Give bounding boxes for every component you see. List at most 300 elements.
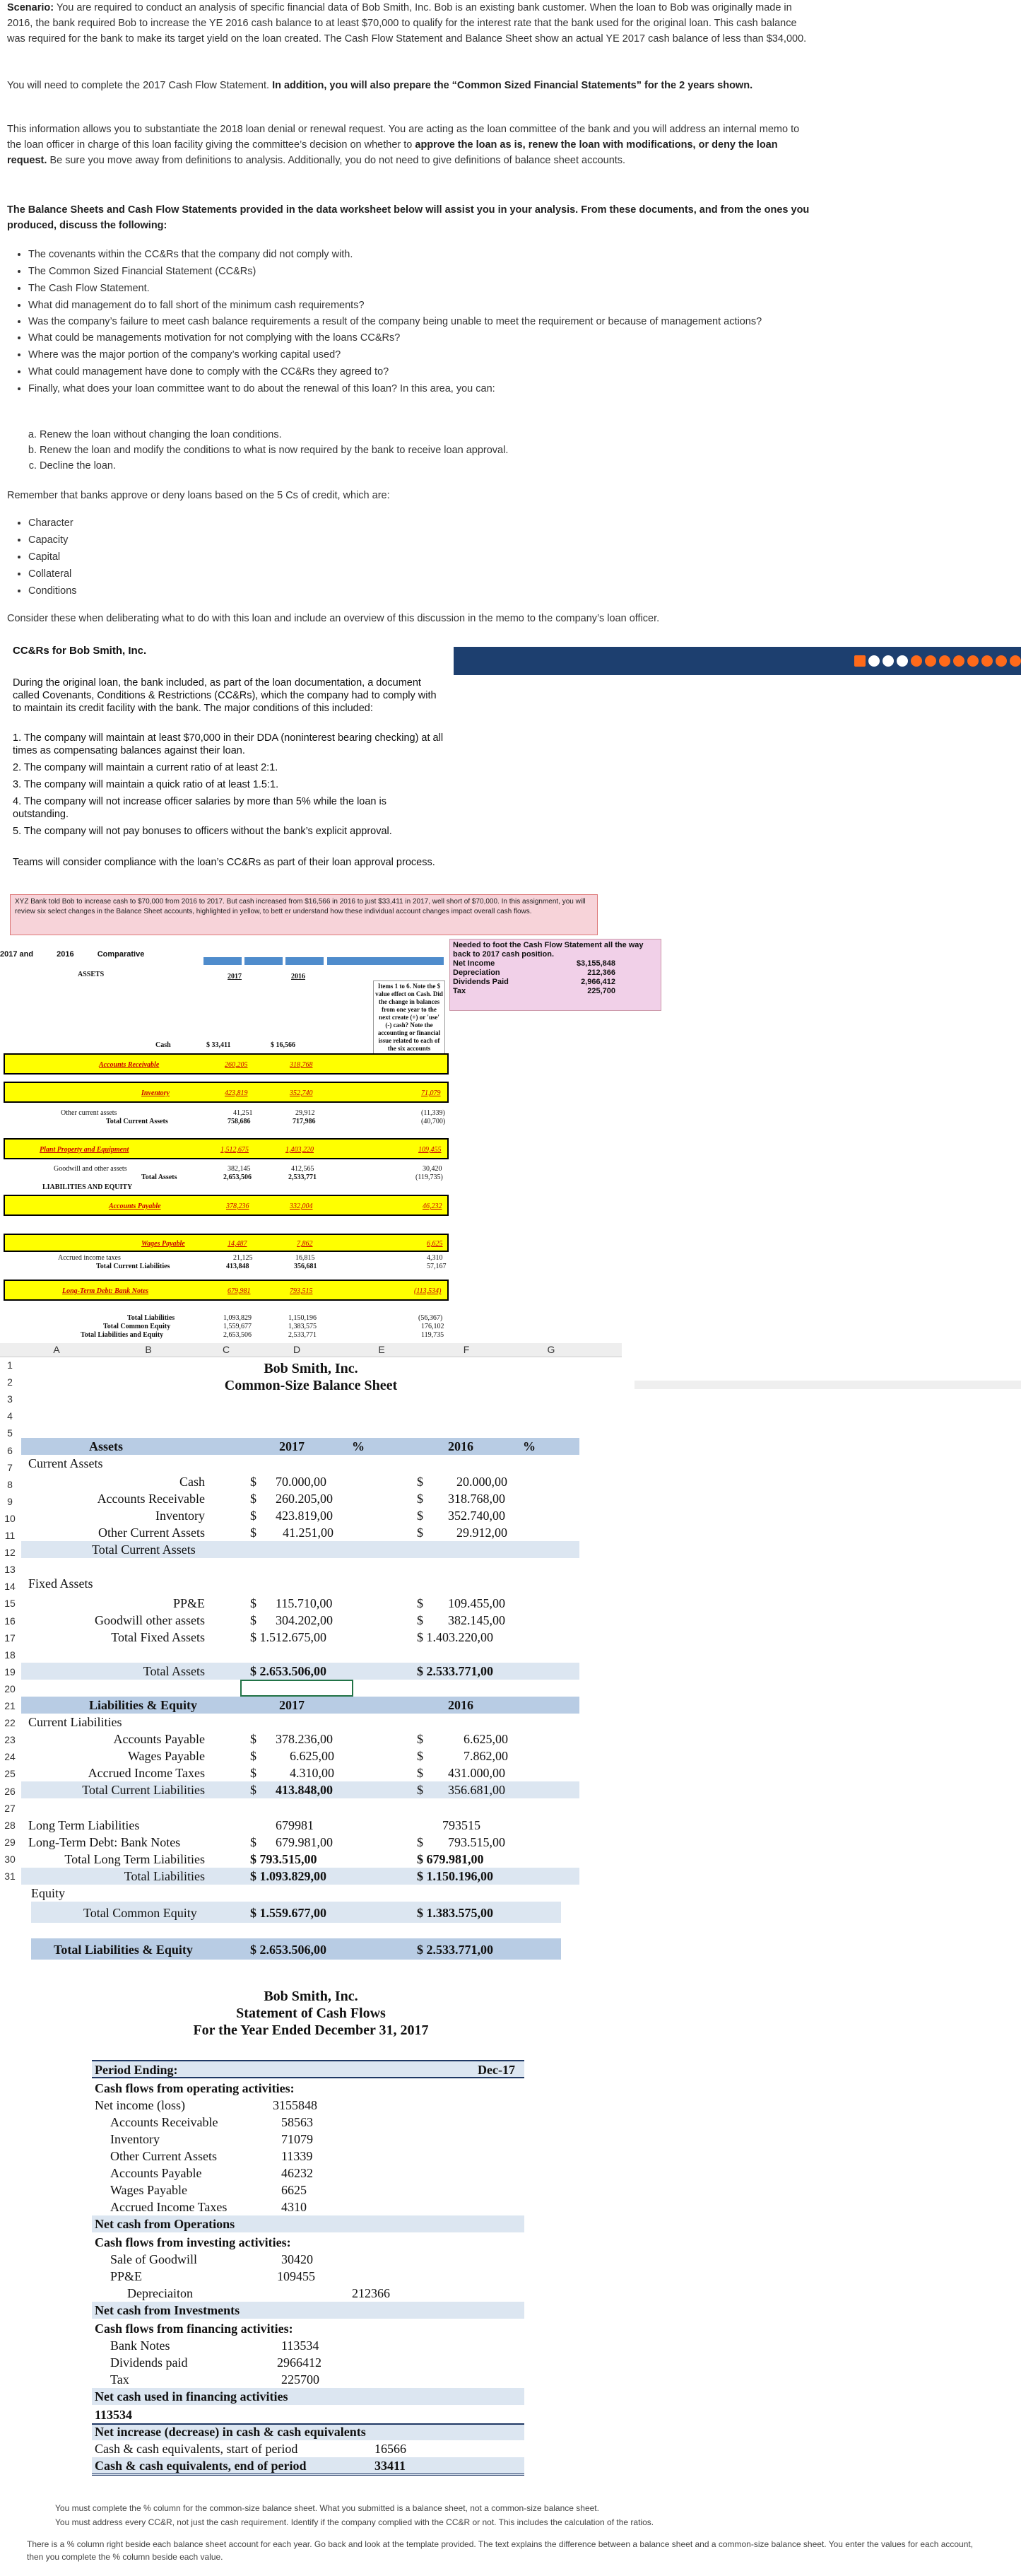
memo-bold: approve the loan as is, renew the loan with modifications, or deny the loan request. (7, 139, 778, 166)
cell-value[interactable]: $ 1.383.575,00 (417, 1906, 493, 1920)
cell-value[interactable]: 356.681,00 (448, 1783, 505, 1797)
dollar-sign: $ (250, 1475, 256, 1489)
row-label: Wages Payable (127, 1749, 205, 1763)
equity-heading: Equity (31, 1886, 65, 1900)
dollar-sign: $ (417, 1492, 423, 1506)
toolbar-icon[interactable] (925, 655, 936, 667)
row-number[interactable]: 18 (4, 1649, 16, 1661)
ltd-diff: (113,534) (414, 1287, 442, 1295)
list-item: • Collateral (28, 566, 77, 582)
cell-value[interactable]: 793515 (442, 1818, 480, 1832)
liab-heading: LIABILITIES AND EQUITY (42, 1183, 133, 1191)
common-size-sheet-lower (0, 1817, 622, 2001)
discussion-intro-text: The Balance Sheets and Cash Flow Statements provided in the data worksheet below will assist you in your analysis. From these documents, and from the ones you produced, discuss the following: (7, 204, 810, 231)
cfs-row-value[interactable]: 58563 (281, 2115, 313, 2129)
tcl-label: Total Current Liabilities (96, 1263, 170, 1270)
list-item: • Capacity (28, 532, 77, 549)
row-number[interactable]: 17 (4, 1632, 16, 1644)
ap-diff: 46,232 (423, 1202, 442, 1210)
tle-diff: 119,735 (421, 1331, 444, 1339)
tl-2016: 1,150,196 (288, 1314, 317, 1322)
row-number[interactable]: 8 (7, 1478, 13, 1490)
cell-value[interactable]: $ 2.533.771,00 (417, 1664, 493, 1678)
row-number[interactable]: 31 (4, 1870, 16, 1882)
net-fin-value[interactable]: 113534 (95, 2408, 133, 2422)
cfs-row-value[interactable]: 6625 (281, 2183, 307, 2197)
row-label: Long Term Liabilities (28, 1818, 140, 1832)
discussion-list (4, 246, 810, 397)
gw-label: Goodwill and other assets (54, 1165, 127, 1173)
list-item: • What did management do to fall short of the minimum cash requirements? (28, 297, 810, 314)
list-item: • What could be managements motivation for not complying with the loans CC&Rs? (28, 329, 810, 346)
dollar-sign: $ (417, 1783, 423, 1797)
ccr-item: 2. The company will maintain a current ratio of at least 2:1. (13, 762, 278, 773)
header-bar (327, 957, 444, 965)
cell-value[interactable]: 20.000,00 (456, 1475, 507, 1489)
total-ca-label: Total Current Assets (92, 1542, 196, 1557)
tcl-2016: 356,681 (294, 1263, 317, 1270)
column-header[interactable]: A (53, 1344, 60, 1355)
net-fin-label: Net cash used in financing activities (95, 2389, 288, 2404)
ta-2017: 2,653,506 (223, 1173, 252, 1181)
ap-2017: 378,236 (226, 1202, 249, 1210)
column-header[interactable]: D (293, 1344, 301, 1355)
needed-row: Net Income $3,155,848 (453, 959, 615, 968)
row-number[interactable]: 12 (4, 1547, 16, 1559)
row-number[interactable]: 16 (4, 1615, 16, 1627)
wp-2017: 14,487 (228, 1240, 247, 1248)
col-2017: 2017 (279, 1698, 305, 1712)
toolbar-icon[interactable] (1010, 655, 1021, 667)
list-item: • Conditions (28, 582, 77, 599)
toolbar-icon[interactable] (939, 655, 950, 667)
toolbar-icon[interactable] (996, 655, 1007, 667)
gw-2017: 382,145 (228, 1165, 251, 1173)
cell-value[interactable]: 431.000,00 (448, 1766, 505, 1780)
row-label: PP&E (172, 1596, 205, 1610)
instruction-paragraph (7, 78, 813, 93)
row-number[interactable]: 5 (7, 1427, 13, 1439)
dollar-sign: $ (417, 1732, 423, 1746)
row-number[interactable]: 19 (4, 1665, 16, 1678)
wp-2016: 7,862 (297, 1240, 313, 1248)
memo-paragraph (7, 122, 813, 168)
cfs-row-label: Bank Notes (110, 2338, 170, 2353)
period-label: Period Ending: (95, 2063, 178, 2077)
col-pct: % (352, 1439, 365, 1453)
row-number[interactable]: 3 (7, 1393, 13, 1405)
dollar-sign: $ (250, 1783, 256, 1797)
end-cash-value[interactable]: 33411 (374, 2459, 406, 2473)
col-2016: 2016 (448, 1439, 473, 1453)
toolbar-icon[interactable] (967, 655, 979, 667)
row-number[interactable]: 22 (4, 1717, 16, 1729)
cfs-row-label: Depreciaiton (127, 2286, 193, 2300)
net-inv-label: Net cash from Investments (95, 2303, 240, 2317)
cfs-row-label: Sale of Goodwill (110, 2252, 197, 2266)
note-box: XYZ Bank told Bob to increase cash to $70,000 from 2016 to 2017. But cash increased from $16,566 in 2016 to just $33,411 in 2017, well short of $70,000. In this assignment, you will review six select changes in the Balance Sheet accounts, highlighted in yellow, to bett er understand how these individual account changes impact overall cash flows. (10, 894, 598, 935)
row-label: Total Common Equity (83, 1906, 197, 1920)
ap-2016: 332,004 (290, 1202, 313, 1210)
dollar-sign: $ (417, 1596, 423, 1610)
cell-value[interactable]: 6.625,00 (290, 1749, 334, 1763)
row-label: Total Fixed Assets (111, 1630, 205, 1644)
needed-row: Dividends Paid 2,966,412 (453, 978, 615, 986)
column-header-row (0, 1343, 622, 1357)
cfs-row-label: PP&E (110, 2269, 143, 2283)
ait-diff: 4,310 (427, 1254, 443, 1262)
wp-label: Wages Payable (141, 1240, 185, 1248)
list-item: • Finally, what does your loan committee want to do about the renewal of this loan? In this area, you can: (28, 380, 810, 397)
cell-value[interactable]: 115.710,00 (276, 1596, 333, 1610)
toolbar-icon[interactable] (868, 655, 880, 667)
row-label: Accounts Receivable (97, 1492, 205, 1506)
current-assets-heading: Current Assets (28, 1456, 103, 1470)
cfs-row-value[interactable]: 30420 (281, 2252, 313, 2266)
dollar-sign: $ (250, 1766, 256, 1780)
row-label: Goodwill other assets (95, 1613, 205, 1627)
ppe-2017: 1,512,675 (220, 1146, 249, 1154)
cash-flow-statement (0, 1986, 622, 2502)
comparative-header: 2017 and 2016 Comparative (0, 950, 145, 959)
cell-value[interactable]: 793.515,00 (448, 1835, 505, 1849)
selected-cell[interactable] (240, 1680, 353, 1697)
row-number[interactable]: 20 (4, 1682, 16, 1694)
dollar-sign: $ (417, 1766, 423, 1780)
ta-diff: (119,735) (415, 1173, 443, 1181)
list-item: a. Renew the loan without changing the loan conditions. (40, 427, 810, 443)
tca-diff: (40,700) (421, 1118, 446, 1125)
list-item: • Capital (28, 549, 77, 566)
cfs-row-value[interactable]: 2966412 (277, 2355, 321, 2370)
tle-2017: 2,653,506 (223, 1331, 252, 1339)
cell-value[interactable]: 382.145,00 (448, 1613, 505, 1627)
ccr-item: 3. The company will maintain a quick ratio of at least 1.5:1. (13, 779, 279, 790)
cell-value[interactable]: $ 1.150.196,00 (417, 1869, 493, 1883)
cell-value[interactable]: 109.455,00 (448, 1596, 505, 1610)
cfs-row-label: Accounts Payable (110, 2166, 202, 2180)
toolbar-icon[interactable] (883, 655, 894, 667)
dollar-sign: $ (250, 1613, 256, 1627)
dollar-sign: $ (250, 1509, 256, 1523)
col-2017: 2017 (279, 1439, 305, 1453)
tle-2016: 2,533,771 (288, 1331, 317, 1339)
row-number[interactable]: 4 (7, 1410, 13, 1422)
gw-diff: 30,420 (423, 1165, 442, 1173)
dollar-sign: $ (250, 1835, 256, 1849)
row-number[interactable]: 27 (4, 1802, 16, 1814)
cfs-row-label: Wages Payable (110, 2183, 188, 2197)
cfs-row-label: Accounts Receivable (110, 2115, 218, 2129)
row-label: Cash (179, 1475, 205, 1489)
cell-value[interactable]: 41.251,00 (283, 1526, 334, 1540)
ccr-section (13, 643, 444, 869)
start-cash-value[interactable]: 16566 (374, 2442, 406, 2456)
dollar-sign: $ (417, 1749, 423, 1763)
row-number[interactable]: 28 (4, 1819, 16, 1831)
end-cash-label: Cash & cash equivalents, end of period (95, 2459, 307, 2473)
list-item: • What could management have done to comply with the CC&Rs they agreed to? (28, 363, 810, 380)
ppe-label: Plant Property and Equipment (40, 1146, 129, 1154)
consider-text: Consider these when deliberating what to do with this loan and include an overview of this discussion in the memo to the company’s loan officer. (7, 613, 660, 624)
ccr-intro: During the original loan, the bank included, as part of the loan documentation, a document called Covenants, Conditions & Restrictions (CC&Rs), which the company had to comply with to maintain its credit facility with the bank. The major conditions of this included: (13, 677, 437, 714)
cell-value[interactable]: 4.310,00 (290, 1766, 334, 1780)
needed-title: Needed to foot the Cash Flow Statement all the way back to 2017 cash position. (453, 941, 644, 959)
cfs-row-value[interactable]: 71079 (281, 2132, 313, 2146)
footnote: There is a % column right beside each balance sheet account for each year. Go back and look at the template provided. The text explains the difference between a balance sheet and a common-size balance sheet. You enter the values for each account, then you complete the % column beside each value. (27, 2539, 974, 2562)
cell-value[interactable]: $ 1.512.675,00 (250, 1630, 326, 1644)
footnote: You must address every CC&R, not just the cash requirement. Identify if the company complied with the CC&R or not. This includes the calculation of the ratios. (55, 2517, 654, 2527)
row-number[interactable]: 11 (4, 1530, 16, 1541)
memo-text-2: Be sure you move away from definitions to analysis. Additionally, you do not need to give definitions of balance sheet accounts. (49, 155, 626, 166)
net-op-label: Net cash from Operations (95, 2217, 235, 2231)
scenario-label: Scenario: (7, 2, 54, 13)
cell-value[interactable]: $ 679.981,00 (417, 1852, 484, 1866)
ait-2016: 16,815 (295, 1254, 315, 1262)
cfs-row-label: Inventory (110, 2132, 160, 2146)
dollar-sign: $ (250, 1526, 256, 1540)
ccr-item: 5. The company will not pay bonuses to officers without the bank’s explicit approval. (13, 826, 392, 837)
cfs-row-value[interactable]: 109455 (277, 2269, 315, 2283)
cell-value[interactable]: 413.848,00 (276, 1783, 333, 1797)
cfs-period-title: For the Year Ended December 31, 2017 (193, 2022, 429, 2038)
tce-label: Total Common Equity (103, 1323, 171, 1330)
tl-2017: 1,093,829 (223, 1314, 252, 1322)
ar-2017: 260,205 (225, 1061, 248, 1069)
five-cs-list (4, 515, 77, 599)
column-header[interactable]: E (378, 1344, 385, 1355)
ccr-item: 1. The company will maintain at least $70,000 in their DDA (noninterest bearing checking) at all times as compensating balances against their loan. (13, 732, 444, 756)
row-label: Accounts Payable (113, 1732, 205, 1746)
ait-2017: 21,125 (233, 1254, 253, 1262)
ltd-2017: 679,981 (228, 1287, 251, 1295)
row-number[interactable]: 2 (7, 1376, 13, 1388)
current-liab-heading: Current Liabilities (28, 1715, 122, 1729)
row-number[interactable]: 1 (7, 1359, 13, 1371)
col-2016: 2016 (448, 1698, 473, 1712)
gw-2016: 412,565 (291, 1165, 314, 1173)
column-header[interactable]: B (145, 1344, 152, 1355)
row-number[interactable]: 9 (7, 1495, 13, 1507)
start-cash-label: Cash & cash equivalents, start of period (95, 2442, 298, 2456)
needed-row: Depreciation 212,366 (453, 968, 615, 977)
toolbar-icon[interactable] (911, 655, 922, 667)
row-number[interactable]: 26 (4, 1785, 16, 1797)
period-value: Dec-17 (478, 2063, 515, 2077)
row-number[interactable]: 13 (4, 1564, 16, 1576)
cash-2016: $ 16,566 (271, 1041, 295, 1049)
cfs-row-label: Tax (110, 2372, 129, 2387)
header-bar (285, 957, 324, 965)
dollar-sign: $ (250, 1492, 256, 1506)
memo-text: This information allows you to substantiate the 2018 loan denial or renewal request. You are acting as the loan committee of the bank and you will address an internal memo to the loan officer in charge of this loan facility giving the committee’s decision on whether to (7, 124, 800, 151)
le-header: Liabilities & Equity (89, 1698, 198, 1712)
cash-label: Cash (155, 1041, 171, 1049)
row-number[interactable]: 23 (4, 1734, 16, 1746)
dollar-sign: $ (250, 1732, 256, 1746)
cell-value[interactable]: $ 793.515,00 (250, 1852, 317, 1866)
tce-diff: 176,102 (421, 1323, 444, 1330)
tce-2016: 1,383,575 (288, 1323, 317, 1330)
cell-value[interactable]: 304.202,00 (276, 1613, 333, 1627)
footnote: You must complete the % column for the common-size balance sheet. What you submitted is a balance sheet, not a common-size balance sheet. (55, 2503, 599, 2513)
col-pct: % (523, 1439, 536, 1453)
cell-value[interactable]: 6.625,00 (464, 1732, 508, 1746)
tce-2017: 1,559,677 (223, 1323, 252, 1330)
row-number[interactable]: 14 (4, 1581, 16, 1593)
cell-value[interactable]: 679981 (276, 1818, 314, 1832)
tcl-diff: 57,167 (427, 1263, 447, 1270)
tl-diff: (56,367) (418, 1314, 443, 1322)
ap-label: Accounts Payable (109, 1202, 161, 1210)
toolbar-icon[interactable] (953, 655, 964, 667)
year-2017: 2017 (228, 973, 242, 980)
operating-heading: Cash flows from operating activities: (95, 2081, 295, 2095)
cfs-row-label: Other Current Assets (110, 2149, 217, 2163)
row-number[interactable]: 21 (4, 1700, 16, 1711)
cell-value[interactable]: $ 2.653.506,00 (250, 1943, 326, 1957)
list-item: b. Renew the loan and modify the conditions to what is now required by the bank to receive loan approval. (40, 443, 810, 458)
options-list (4, 427, 810, 474)
oca-label: Other current assets (61, 1109, 117, 1117)
toolbar-icon[interactable] (981, 655, 993, 667)
cfs-row-value[interactable]: 46232 (281, 2166, 313, 2180)
cell-value[interactable]: 70.000,00 (276, 1475, 326, 1489)
cell-value[interactable]: 260.205,00 (276, 1492, 333, 1506)
dollar-sign: $ (417, 1509, 423, 1523)
column-header[interactable]: F (463, 1344, 470, 1355)
column-header[interactable]: G (547, 1344, 555, 1355)
cell-value[interactable]: 318.768,00 (448, 1492, 505, 1506)
sheet-subtitle: Common-Size Balance Sheet (224, 1378, 398, 1393)
net-income-label: Net income (loss) (95, 2098, 185, 2112)
cfs-row-value[interactable]: 113534 (281, 2338, 319, 2353)
row-number[interactable]: 30 (4, 1853, 16, 1865)
column-header[interactable]: C (222, 1344, 230, 1355)
dollar-sign: $ (417, 1613, 423, 1627)
ppe-2016: 1,403,220 (285, 1146, 314, 1154)
net-increase-label: Net increase (decrease) in cash & cash equivalents (95, 2425, 366, 2439)
ar-2016: 318,768 (290, 1061, 313, 1069)
row-number[interactable]: 7 (7, 1461, 13, 1473)
ppe-diff: 109,455 (418, 1146, 442, 1154)
inv-diff: 71,079 (421, 1089, 441, 1097)
sheet-gridline (635, 1381, 1021, 1389)
cell-value[interactable]: 29.912,00 (456, 1526, 507, 1540)
cell-value[interactable]: $ 1.403.220,00 (417, 1630, 493, 1644)
row-label: Total Liabilities (124, 1869, 205, 1883)
list-item: • The Cash Flow Statement. (28, 280, 810, 297)
row-number[interactable]: 6 (7, 1444, 13, 1456)
toolbar-icon[interactable] (854, 655, 866, 667)
tca-label: Total Current Assets (106, 1118, 168, 1125)
cell-value[interactable]: 352.740,00 (448, 1509, 505, 1523)
needed-row: Tax 225,700 (453, 987, 615, 995)
list-item: • Was the company’s failure to meet cash balance requirements a result of the company being unable to meet the requirement or because of management actions? (28, 314, 810, 329)
needed-box (449, 939, 661, 1011)
cell-value[interactable]: $ 1.093.829,00 (250, 1869, 326, 1883)
year-2016: 2016 (291, 973, 305, 980)
scenario-text: You are required to conduct an analysis of specific financial data of Bob Smith, Inc. Bob is an existing bank customer. When the loan to Bob was originally made in 2016, the bank required Bob to increase the YE 2016 cash balance to at least $70,000 to qualify for the interest rate that the bank used for the original loan. This cash balance was required for the bank to make its target yield on the loan created. The Cash Flow Statement and Balance Sheet show an actual YE 2017 cash balance of less than $34,000. (7, 2, 807, 45)
row-number[interactable]: 25 (4, 1768, 16, 1780)
row-label: Total Liabilities & Equity (54, 1943, 193, 1957)
embedded-toolbar (454, 647, 1021, 675)
row-label: Inventory (155, 1509, 205, 1523)
cfs-row-value[interactable]: 4310 (281, 2200, 307, 2214)
cell-value[interactable]: $ 2.533.771,00 (417, 1943, 493, 1957)
cfs-row-value[interactable]: 225700 (281, 2372, 319, 2387)
highlight-row (4, 1234, 449, 1252)
assets-header: Assets (89, 1439, 123, 1453)
row-label: Other Current Assets (98, 1526, 205, 1540)
cell-value[interactable]: $ 2.653.506,00 (250, 1664, 326, 1678)
scenario-paragraph (7, 0, 813, 47)
dollar-sign: $ (250, 1596, 256, 1610)
oca-diff: (11,339) (421, 1109, 445, 1117)
ltd-label: Long-Term Debt: Bank Notes (62, 1287, 149, 1295)
ta-label: Total Assets (141, 1173, 177, 1181)
list-item: c. Decline the loan. (40, 458, 810, 474)
row-number[interactable]: 29 (4, 1836, 16, 1848)
cell-value[interactable]: 423.819,00 (276, 1509, 333, 1523)
net-income-value[interactable]: 3155848 (273, 2098, 317, 2112)
cfs-row-value[interactable]: 212366 (352, 2286, 390, 2300)
sheet-title: Bob Smith, Inc. (264, 1361, 358, 1376)
row-number[interactable]: 15 (4, 1598, 16, 1610)
cfs-title: Bob Smith, Inc. (264, 1989, 358, 2004)
wp-diff: 6,625 (427, 1240, 443, 1248)
list-item: • The covenants within the CC&Rs that the company did not comply with. (28, 246, 810, 263)
cfs-row-label: Accrued Income Taxes (110, 2200, 228, 2214)
cell-value[interactable]: 679.981,00 (276, 1835, 333, 1849)
inv-2016: 352,740 (290, 1089, 313, 1097)
oca-2016: 29,912 (295, 1109, 315, 1117)
list-item: • Character (28, 515, 77, 532)
tl-label: Total Liabilities (127, 1314, 175, 1322)
financing-heading: Cash flows from financing activities: (95, 2322, 293, 2336)
cell-value[interactable]: $ 1.559.677,00 (250, 1906, 326, 1920)
list-item: • Where was the major portion of the company’s working capital used? (28, 346, 810, 363)
ltd-2016: 793,515 (290, 1287, 313, 1295)
instruction-bold: In addition, you will also prepare the “Common Sized Financial Statements” for the 2 years shown. (272, 80, 753, 91)
row-label: Total Current Liabilities (82, 1783, 205, 1797)
ccr-title: CC&Rs for Bob Smith, Inc. (13, 645, 147, 657)
toolbar-icon[interactable] (897, 655, 908, 667)
dollar-sign: $ (417, 1526, 423, 1540)
toolbar-icons (854, 655, 1021, 667)
cell-value[interactable]: 7.862,00 (464, 1749, 508, 1763)
row-label: Total Long Term Liabilities (64, 1852, 205, 1866)
dollar-sign: $ (250, 1749, 256, 1763)
cfs-row-value[interactable]: 11339 (281, 2149, 313, 2163)
oca-2017: 41,251 (233, 1109, 253, 1117)
fixed-assets-heading: Fixed Assets (28, 1576, 93, 1591)
tle-label: Total Liabilities and Equity (81, 1331, 164, 1339)
inv-label: Inventory (141, 1089, 170, 1097)
tcl-2017: 413,848 (226, 1263, 249, 1270)
investing-heading: Cash flows from investing activities: (95, 2235, 291, 2249)
cell-value[interactable]: 378.236,00 (276, 1732, 333, 1746)
dollar-sign: $ (417, 1475, 423, 1489)
cash-2017: $ 33,411 (206, 1041, 231, 1049)
list-item: • The Common Sized Financial Statement (CC&Rs) (28, 263, 810, 280)
row-number[interactable]: 24 (4, 1751, 16, 1763)
dollar-sign: $ (417, 1835, 423, 1849)
ar-label: Accounts Receivable (99, 1061, 160, 1069)
tca-2016: 717,986 (293, 1118, 316, 1125)
row-number[interactable]: 10 (4, 1512, 16, 1524)
ccr-item: 4. The company will not increase officer salaries by more than 5% while the loan is outstanding. (13, 796, 386, 820)
